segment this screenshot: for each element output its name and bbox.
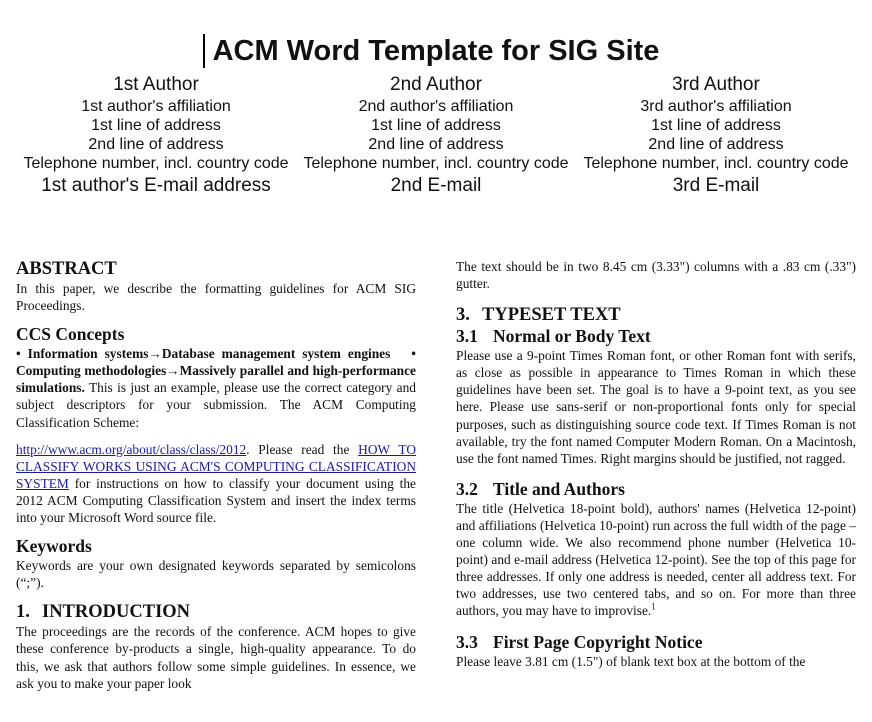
author-address-line-2[interactable]: 2nd line of address xyxy=(368,136,504,153)
title-authors-text: The title (Helvetica 18-point bold), authors' names (Helvetica 12-point) and affiliations (Helvetica 10-point) run across the full width of the page – one column wide. We also recommend phone number (Helvetica 10-point) and e-mail address (Helvetica 12-point). See the top of this page for three addresses. If only one address is needed, center all address text. For two addresses, use two centered tabs, and so on. For more than three authors, you may have to improvise. xyxy=(456,500,856,619)
left-column xyxy=(16,258,416,692)
author-address-line-2[interactable]: 2nd line of address xyxy=(648,136,784,153)
author-affiliation[interactable]: 1st author's affiliation xyxy=(81,98,231,115)
author-address-line-2[interactable]: 2nd line of address xyxy=(88,136,224,153)
ccs-paragraph[interactable] xyxy=(16,345,416,430)
ccs-heading[interactable]: CCS Concepts xyxy=(16,324,125,345)
ccs-link-paragraph[interactable] xyxy=(16,441,416,526)
acm-class-link[interactable]: http://www.acm.org/about/class/class/2012 xyxy=(16,441,247,457)
author-affiliation[interactable]: 3rd author's affiliation xyxy=(640,98,792,115)
section-title: Title and Authors xyxy=(493,478,625,499)
body-text-heading[interactable] xyxy=(456,326,856,347)
section-title: Normal or Body Text xyxy=(493,326,651,347)
section-number: 3. xyxy=(456,305,470,326)
author-phone[interactable]: Telephone number, incl. country code xyxy=(23,155,289,172)
author-3 xyxy=(566,73,866,198)
ccs-link-tail: for instructions on how to classify your document using the 2012 ACM Computing Classification System and insert the index terms into your Microsoft Word source file. xyxy=(16,475,416,526)
ccs-text: This is just an example, please use the correct category and subject descriptors for your submission. The ACM Computing Classification Scheme: xyxy=(16,380,417,430)
author-1 xyxy=(6,73,306,198)
keywords-text[interactable]: Keywords are your own designated keywords separated by semicolons (“;”). xyxy=(16,558,416,591)
author-affiliation[interactable]: 2nd author's affiliation xyxy=(358,98,514,115)
body-text-paragraph[interactable]: Please use a 9-point Times Roman font, or other Roman font with serifs, as close as possible in appearance to Times Roman in which these guidelines have been set. The goal is to have a 9-point text, as you see here. Please use sans-serif or non-proportional fonts only for special purposes, such as distinguishing source code text. If Times Roman is not available, try the font named Computer Modern Roman. On a Macintosh, use the font named Times. Right margins should be justified, not ragged. xyxy=(456,348,856,466)
section-number: 3.2 xyxy=(456,478,478,499)
footnote-mark[interactable]: 1 xyxy=(651,601,656,612)
intro-heading[interactable] xyxy=(16,601,416,623)
author-address-line-1[interactable]: 1st line of address xyxy=(91,117,221,134)
author-name[interactable]: 1st Author xyxy=(113,74,199,95)
author-address-line-1[interactable]: 1st line of address xyxy=(651,117,781,134)
ccs-bullet-1: • Information systems→Database management system engines xyxy=(16,346,391,362)
author-block xyxy=(0,73,872,203)
intro-text[interactable]: The proceedings are the records of the conference. ACM hopes to give these conference by-products a single, high-quality appearance. To do this, we ask that authors follow some simple guidelines. In essence, we ask you to make your paper look xyxy=(16,624,416,691)
typeset-heading[interactable] xyxy=(456,304,856,326)
title-authors-heading[interactable] xyxy=(456,479,856,500)
author-name[interactable]: 3rd Author xyxy=(672,74,760,95)
ccs-link-connector: . Please read the xyxy=(246,441,359,457)
author-name[interactable]: 2nd Author xyxy=(390,74,482,95)
author-email[interactable]: 2nd E-mail xyxy=(390,175,482,196)
author-phone[interactable]: Telephone number, incl. country code xyxy=(303,155,569,172)
author-address-line-1[interactable]: 1st line of address xyxy=(371,117,501,134)
section-title: INTRODUCTION xyxy=(42,602,191,623)
keywords-heading[interactable]: Keywords xyxy=(16,536,92,557)
classify-guide-link[interactable]: HOW TO CLASSIFY WORKS USING ACM'S COMPUTING CLASSIFICATION SYSTEM xyxy=(16,441,417,491)
paper-title[interactable]: ACM Word Template for SIG Site xyxy=(212,35,660,67)
title-authors-paragraph[interactable] xyxy=(456,500,856,620)
abstract-heading[interactable]: ABSTRACT xyxy=(16,259,117,279)
copyright-heading[interactable] xyxy=(456,632,856,653)
copyright-text[interactable]: Please leave 3.81 cm (1.5") of blank text box at the bottom of the xyxy=(456,653,806,669)
author-2 xyxy=(286,73,586,198)
section-title: TYPESET TEXT xyxy=(482,305,621,326)
ccs-bullet-2: • Computing methodologies→Massively parallel and high-performance simulations. xyxy=(16,346,416,396)
columns-text[interactable]: The text should be in two 8.45 cm (3.33") columns with a .83 cm (.33") gutter. xyxy=(456,259,856,292)
author-email[interactable]: 3rd E-mail xyxy=(672,175,760,196)
author-phone[interactable]: Telephone number, incl. country code xyxy=(583,155,849,172)
abstract-text[interactable]: In this paper, we describe the formatting guidelines for ACM SIG Proceedings. xyxy=(16,281,416,314)
section-title: First Page Copyright Notice xyxy=(493,631,703,652)
right-column xyxy=(456,258,856,670)
section-number: 3.3 xyxy=(456,631,478,652)
section-number: 3.1 xyxy=(456,326,478,347)
author-email[interactable]: 1st author's E-mail address xyxy=(41,175,271,196)
section-number: 1. xyxy=(16,602,30,623)
